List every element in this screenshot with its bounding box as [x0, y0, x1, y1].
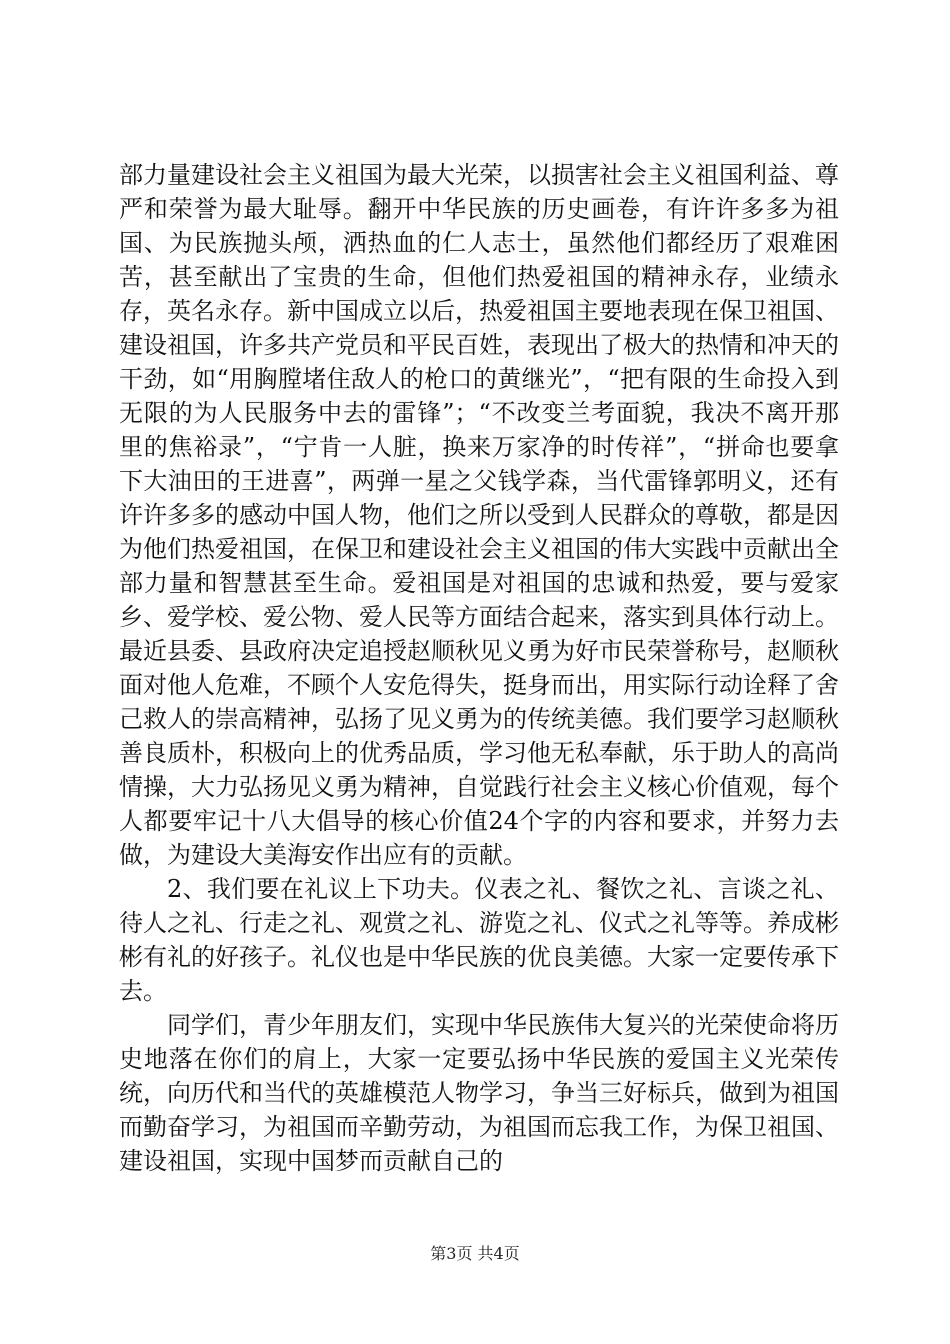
paragraph-2: 2、我们要在礼议上下功夫。仪表之礼、餐饮之礼、言谈之礼、待人之礼、行走之礼、观赏之礼、游览之礼、仪式之礼等等。养成彬彬有礼的好孩子。礼仪也是中华民族的优良美德。大家一定要传承下去。	[119, 875, 839, 1005]
paragraph-1: 部力量建设社会主义祖国为最大光荣，以损害社会主义祖国利益、尊严和荣誉为最大耻辱。翻开中华民族的历史画卷，有许许多多为祖国、为民族抛头颅，洒热血的仁人志士，虽然他们都经历了艰难困苦，甚至献出了宝贵的生命，但他们热爱祖国的精神永存，业绩永存，英名永存。新中国成立以后，热爱祖国主要地表现在保卫祖国、建设祖国，许多共产党员和平民百姓，表现出了极大的热情和冲天的干劲，如“用胸膛堵住敌人的枪口的黄继光”，“把有限的生命投入到无限的为人民服务中去的雷锋”；“不改变兰考面貌，我决不离开那里的焦裕录”，“宁肯一人脏，换来万家净的时传祥”，“拼命也要拿下大油田的王进喜”，两弹一星之父钱学森，当代雷锋郭明义，还有许许多多的感动中国人物，他们之所以受到人民群众的尊敬，都是因为他们热爱祖国，在保卫和建设社会主义祖国的伟大实践中贡献出全部力量和智慧甚至生命。爱祖国是对祖国的忠诚和热爱，要与爱家乡、爱学校、爱公物、爱人民等方面结合起来，落实到具体行动上。最近县委、县政府决定追授赵顺秋见义勇为好市民荣誉称号，赵顺秋面对他人危难，不顾个人安危得失，挺身而出，用实际行动诠释了舍己救人的崇高精神，弘扬了见义勇为的传统美德。我们要学习赵顺秋善良质朴，积极向上的优秀品质，学习他无私奉献，乐于助人的高尚情操，大力弘扬见义勇为精神，自觉践行社会主义核心价值观，每个人都要牢记十八大倡导的核心价值24个字的内容和要求，并努力去做，为建设大美海安作出应有的贡献。	[119, 161, 839, 869]
document-body	[119, 158, 839, 1178]
page-number-footer: 第3页 共4页	[430, 1244, 520, 1263]
paragraph-3: 同学们，青少年朋友们，实现中华民族伟大复兴的光荣使命将历史地落在你们的肩上，大家一定要弘扬中华民族的爱国主义光荣传统，向历代和当代的英雄模范人物学习，争当三好标兵，做到为祖国而勤奋学习，为祖国而辛勤劳动，为祖国而忘我工作，为保卫祖国、建设祖国，实现中国梦而贡献自己的	[119, 1011, 839, 1175]
